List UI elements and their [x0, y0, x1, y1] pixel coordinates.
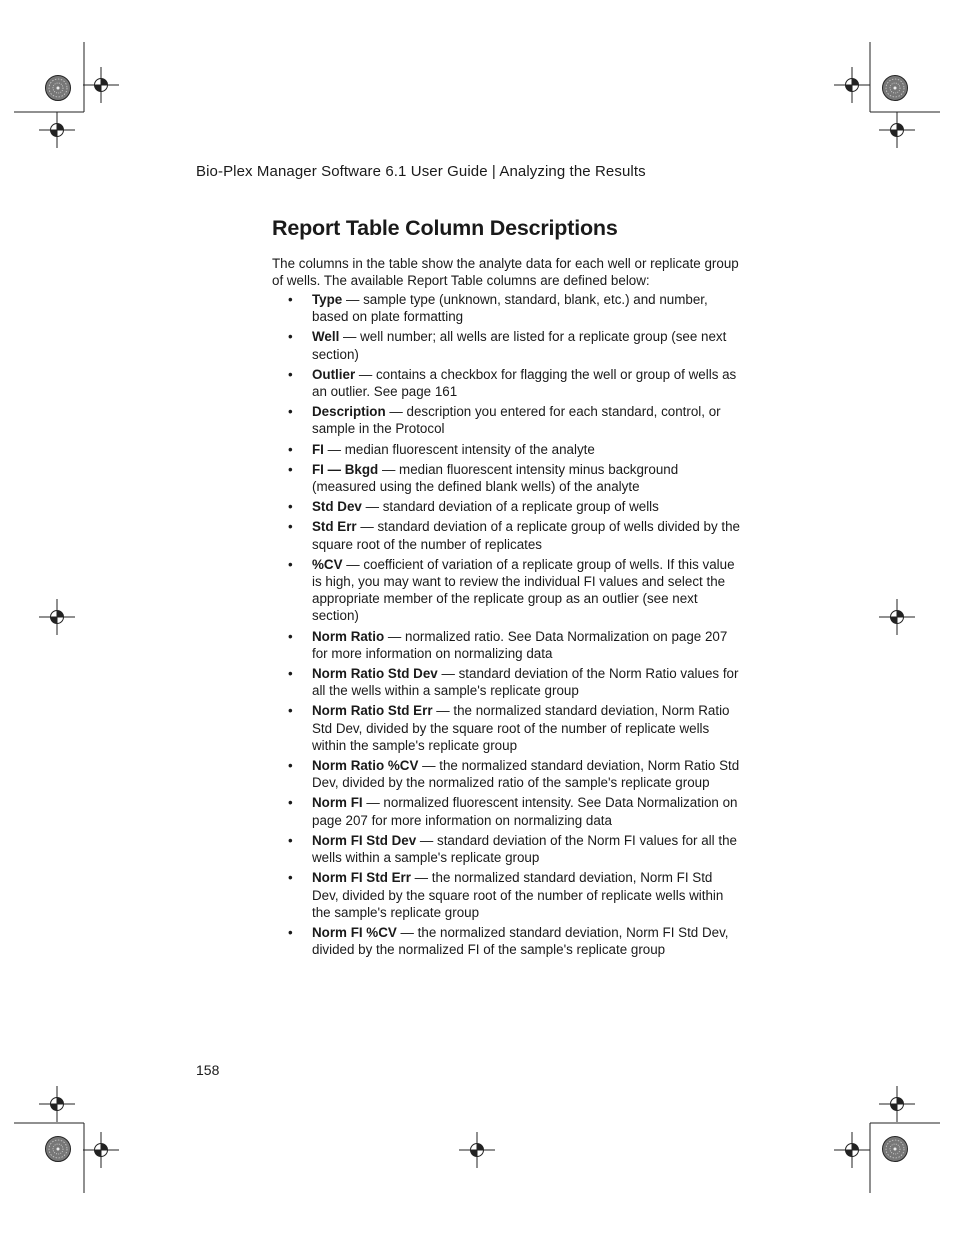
bullet: • [288, 556, 293, 572]
definition-text: — coefficient of variation of a replicate group of wells. If this value is high, you may want to review the individual FI values and select the appropriate member of the replicate group as an outlier (see next section) [312, 556, 735, 624]
definition-text: — median fluorescent intensity minus background (measured using the defined blank wells) of the analyte [312, 461, 679, 495]
page-title: Report Table Column Descriptions [272, 216, 618, 240]
registration-mark [39, 599, 75, 635]
definition-text: — the normalized standard deviation, Norm FI Std Dev, divided by the normalized FI of the sample's replicate group [312, 924, 729, 958]
bullet: • [288, 703, 293, 719]
starburst-mark [46, 1137, 71, 1162]
definition-text: — normalized fluorescent intensity. See Data Normalization on page 207 for more information on normalizing data [312, 795, 738, 828]
bullet: • [288, 404, 293, 420]
definition-term: Norm Ratio Std Err [312, 703, 433, 719]
definition-term: Norm FI Std Err [312, 870, 411, 886]
starburst-mark [46, 76, 71, 101]
definition-text: — standard deviation of the Norm FI values for all the wells within a sample's replicate group [312, 832, 737, 866]
starburst-mark [883, 76, 908, 101]
definition-term: Norm FI Std Dev [312, 832, 417, 848]
definition-term: Norm Ratio [312, 628, 385, 644]
definition-text: — median fluorescent intensity of the analyte [323, 441, 595, 457]
definition-term: Std Err [312, 519, 357, 535]
bullet: • [288, 519, 293, 535]
definition-term: Outlier [312, 366, 356, 382]
definition-term: Norm Ratio %CV [312, 758, 419, 774]
definition-term: Well [312, 329, 340, 345]
registration-mark [459, 1132, 495, 1168]
definition-term: Norm FI %CV [312, 924, 397, 940]
definition-text: — sample type (unknown, standard, blank, etc.) and number, based on plate formatting [312, 292, 708, 325]
registration-mark [879, 1086, 915, 1122]
registration-mark [834, 67, 870, 103]
page-number: 158 [196, 1062, 220, 1078]
definition-term: Std Dev [312, 499, 362, 515]
definition-text: — normalized ratio. See Data Normalization on page 207 for more information on normalizing data [312, 628, 728, 661]
registration-mark [83, 67, 119, 103]
bullet: • [288, 924, 293, 940]
registration-mark [39, 112, 75, 148]
bullet: • [288, 499, 293, 515]
registration-mark [834, 1132, 870, 1168]
definition-text: — the normalized standard deviation, Norm Ratio Std Dev, divided by the square root of the number of replicate wells within the sample's replicate group [312, 703, 730, 753]
bullet: • [288, 628, 293, 644]
definition-term: Type [312, 292, 343, 307]
starburst-mark [883, 1137, 908, 1162]
registration-mark [39, 1086, 75, 1122]
registration-mark [83, 1132, 119, 1168]
bullet: • [288, 292, 293, 307]
definition-text: — description you entered for each standard, control, or sample in the Protocol [312, 404, 721, 437]
definition-text: — standard deviation of a replicate group of wells divided by the square root of the number of replicates [312, 519, 741, 552]
bullet: • [288, 758, 293, 774]
registration-mark [879, 599, 915, 635]
definition-text: — well number; all wells are listed for a replicate group (see next section) [312, 329, 727, 362]
definition-text: — the normalized standard deviation, Norm Ratio Std Dev, divided by the normalized ratio of the sample's replicate group [312, 758, 740, 791]
bullet: • [288, 870, 293, 886]
definition-text: — standard deviation of a replicate group of wells [361, 499, 659, 515]
definition-term: Norm Ratio Std Dev [312, 666, 438, 682]
bullet: • [288, 666, 293, 682]
definition-term: Norm FI [312, 795, 363, 811]
definition-term: FI — Bkgd [312, 461, 379, 477]
definition-term: FI [312, 441, 324, 457]
definition-term: %CV [312, 556, 343, 572]
registration-mark [879, 112, 915, 148]
bullet: • [288, 832, 293, 848]
definition-text: — contains a checkbox for flagging the well or group of wells as an outlier. See page 161 [312, 366, 737, 400]
bullet: • [288, 366, 293, 382]
definition-term: Description [312, 404, 386, 420]
definition-text: — the normalized standard deviation, Norm FI Std Dev, divided by the square root of the number of replicate wells within the sample's replicate group [312, 870, 724, 920]
definition-text: — standard deviation of the Norm Ratio values for all the wells within a sample's replicate group [312, 666, 739, 699]
bullet: • [288, 329, 293, 345]
bullet: • [288, 461, 293, 477]
running-head: Bio-Plex Manager Software 6.1 User Guide | Analyzing the Results [196, 163, 646, 180]
intro-paragraph: The columns in the table show the analyte data for each well or replicate group of wells. The available Report Table columns are defined below: [272, 256, 739, 289]
bullet: • [288, 441, 293, 457]
bullet: • [288, 795, 293, 811]
